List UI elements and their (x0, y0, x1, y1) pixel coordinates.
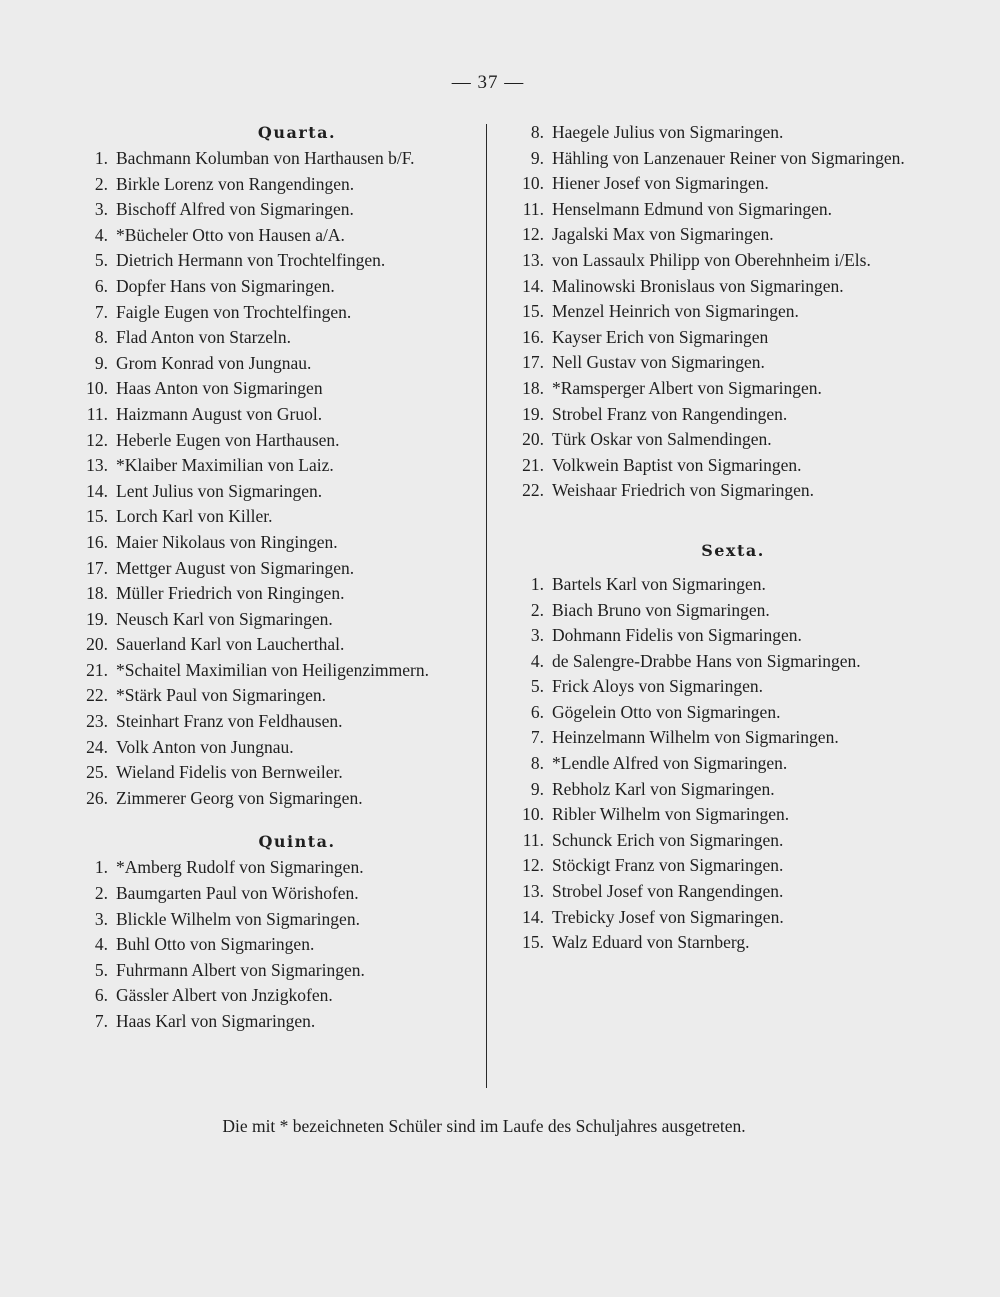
list-item (74, 607, 474, 633)
entry-number: 8. (94, 327, 108, 348)
list-item (74, 146, 474, 172)
entry-number: 6. (530, 701, 544, 722)
list-item (510, 197, 910, 223)
entry-name: Faigle Eugen von Trochtelfingen. (116, 301, 352, 322)
entry-name: Haas Karl von Sigmaringen. (116, 1011, 316, 1031)
entry-name: *Stärk Paul von Sigmaringen. (116, 685, 326, 706)
entry-name: Kayser Erich von Sigmaringen (552, 326, 769, 347)
list-item (510, 751, 910, 777)
entry-number: 5. (94, 959, 108, 980)
entry-number: 11. (522, 829, 544, 850)
list-item (74, 983, 474, 1009)
entry-name: Stöckigt Franz von Sigmaringen. (552, 855, 784, 876)
entry-name: Steinhart Franz von Feldhausen. (116, 711, 343, 732)
entry-number: 4. (94, 934, 108, 955)
entry-name: Menzel Heinrich von Sigmaringen. (552, 301, 799, 322)
entry-number: 2. (94, 173, 108, 194)
list-item (510, 930, 910, 956)
list-item (510, 649, 910, 675)
list-item (510, 828, 910, 854)
entry-number: 22. (522, 480, 544, 501)
list-item (74, 453, 474, 479)
entry-number: 17. (522, 352, 544, 373)
entry-name: Rebholz Karl von Sigmaringen. (552, 778, 775, 799)
entry-number: 8. (530, 122, 544, 142)
footnote: Die mit * bezeichneten Schüler sind im Laufe des Schuljahres ausgetreten. (222, 1116, 746, 1136)
entry-number: 15. (86, 506, 108, 527)
entry-number: 11. (86, 403, 108, 424)
list-item (74, 709, 474, 735)
list-item (74, 881, 474, 907)
entry-number: 26. (86, 787, 108, 808)
entry-name: Strobel Franz von Rangendingen. (552, 403, 788, 424)
entry-name: Buhl Otto von Sigmaringen. (116, 934, 315, 955)
entry-number: 25. (86, 762, 108, 783)
list-item (510, 623, 910, 649)
entry-name: Volk Anton von Jungnau. (116, 736, 294, 757)
list-item (510, 120, 910, 146)
entry-number: 14. (86, 480, 108, 501)
quinta-heading: Quinta. (258, 832, 336, 852)
entry-name: Weishaar Friedrich von Sigmaringen. (552, 480, 814, 501)
list-item (510, 146, 910, 172)
entry-name: Neusch Karl von Sigmaringen. (116, 608, 333, 629)
list-item (510, 274, 910, 300)
entry-number: 20. (86, 634, 108, 655)
entry-name: Blickle Wilhelm von Sigmaringen. (116, 908, 360, 929)
list-item (74, 760, 474, 786)
quarta-heading: Quarta. (257, 123, 337, 142)
list-item (510, 853, 910, 879)
entry-number: 10. (522, 173, 544, 194)
list-item (74, 223, 474, 249)
entry-name: Lent Julius von Sigmaringen. (116, 480, 323, 501)
list-item (510, 376, 910, 402)
entry-number: 3. (94, 908, 108, 929)
entry-number: 20. (522, 429, 544, 450)
entry-number: 1. (530, 573, 544, 594)
list-item (510, 248, 910, 274)
entry-name: Dohmann Fidelis von Sigmaringen. (552, 625, 802, 646)
entry-number: 8. (530, 753, 544, 774)
left-column (74, 120, 474, 1035)
entry-number: 18. (522, 377, 544, 398)
list-item (74, 958, 474, 984)
page-number: — 37 — (451, 72, 525, 93)
entry-name: Lorch Karl von Killer. (116, 506, 273, 527)
entry-number: 6. (94, 985, 108, 1006)
list-item (510, 402, 910, 428)
entry-name: Maier Nikolaus von Ringingen. (116, 531, 338, 552)
entry-name: Trebicky Josef von Sigmaringen. (552, 906, 784, 927)
section-gap (510, 564, 910, 572)
entry-number: 13. (86, 455, 108, 476)
entry-name: *Amberg Rudolf von Sigmaringen. (116, 857, 364, 878)
list-item (74, 683, 474, 709)
entry-number: 6. (94, 275, 108, 296)
entry-number: 21. (86, 659, 108, 680)
entry-name: Wieland Fidelis von Bernweiler. (116, 762, 343, 783)
entry-name: Zimmerer Georg von Sigmaringen. (116, 787, 363, 808)
entry-name: Haizmann August von Gruol. (116, 403, 323, 424)
entry-number: 7. (94, 301, 108, 322)
list-item (74, 632, 474, 658)
entry-number: 12. (86, 429, 108, 450)
list-item (74, 735, 474, 761)
entry-name: Frick Aloys von Sigmaringen. (552, 676, 763, 697)
entry-number: 1. (94, 148, 108, 168)
list-item (510, 453, 910, 479)
quarta-list (74, 146, 474, 811)
entry-name: *Schaitel Maximilian von Heiligenzimmern. (116, 659, 429, 680)
list-item (510, 879, 910, 905)
entry-name: Henselmann Edmund von Sigmaringen. (552, 198, 832, 219)
entry-name: Bachmann Kolumban von Harthausen b/F. (116, 148, 415, 168)
entry-name: Türk Oskar von Salmendingen. (552, 429, 772, 450)
list-item (74, 248, 474, 274)
entry-name: Birkle Lorenz von Rangendingen. (116, 173, 355, 194)
entry-number: 3. (530, 625, 544, 646)
entry-number: 15. (522, 932, 544, 953)
entry-name: Grom Konrad von Jungnau. (116, 352, 312, 373)
list-item (74, 907, 474, 933)
entry-number: 21. (522, 454, 544, 475)
entry-number: 4. (530, 650, 544, 671)
list-item (74, 479, 474, 505)
entry-name: Flad Anton von Starzeln. (116, 327, 291, 348)
list-item (74, 581, 474, 607)
entry-name: Haas Anton von Sigmaringen (116, 378, 323, 399)
entry-number: 23. (86, 711, 108, 732)
entry-number: 10. (522, 804, 544, 825)
entry-number: 12. (522, 224, 544, 245)
entry-number: 13. (522, 881, 544, 902)
list-item (74, 376, 474, 402)
entry-name: Hiener Josef von Sigmaringen. (552, 173, 769, 194)
list-item (74, 172, 474, 198)
list-item (74, 1009, 474, 1035)
list-item (510, 171, 910, 197)
entry-name: Gögelein Otto von Sigmaringen. (552, 701, 781, 722)
entry-name: Schunck Erich von Sigmaringen. (552, 829, 784, 850)
entry-number: 9. (530, 778, 544, 799)
entry-number: 2. (94, 883, 108, 904)
list-item (510, 222, 910, 248)
entry-number: 13. (522, 249, 544, 270)
list-item (510, 598, 910, 624)
entry-name: Haegele Julius von Sigmaringen. (552, 122, 784, 142)
entry-name: Ribler Wilhelm von Sigmaringen. (552, 804, 790, 825)
quinta-list-part-two (510, 120, 910, 504)
entry-name: Bischoff Alfred von Sigmaringen. (116, 199, 354, 220)
list-item (74, 428, 474, 454)
sexta-heading: Sexta. (701, 540, 765, 560)
list-item (510, 905, 910, 931)
entry-name: *Ramsperger Albert von Sigmaringen. (552, 377, 822, 398)
entry-name: de Salengre-Drabbe Hans von Sigmaringen. (552, 650, 861, 671)
entry-name: Jagalski Max von Sigmaringen. (552, 224, 774, 245)
list-item (510, 325, 910, 351)
entry-name: Müller Friedrich von Ringingen. (116, 583, 345, 604)
entry-name: Volkwein Baptist von Sigmaringen. (552, 454, 802, 475)
entry-name: Walz Eduard von Starnberg. (552, 932, 750, 953)
sexta-list (510, 572, 910, 956)
list-item (74, 932, 474, 958)
entry-number: 24. (86, 736, 108, 757)
list-item (510, 572, 910, 598)
entry-number: 14. (522, 906, 544, 927)
entry-number: 14. (522, 275, 544, 296)
entry-name: *Lendle Alfred von Sigmaringen. (552, 753, 788, 774)
list-item (74, 402, 474, 428)
entry-number: 16. (522, 326, 544, 347)
entry-number: 2. (530, 599, 544, 620)
list-item (74, 325, 474, 351)
entry-name: Baumgarten Paul von Wörishofen. (116, 883, 359, 904)
list-item (510, 700, 910, 726)
list-item (74, 658, 474, 684)
entry-name: Malinowski Bronislaus von Sigmaringen. (552, 275, 844, 296)
entry-number: 7. (94, 1011, 108, 1031)
entry-name: Fuhrmann Albert von Sigmaringen. (116, 959, 365, 980)
entry-name: Hähling von Lanzenauer Reiner von Sigmaringen. (552, 147, 905, 168)
entry-number: 18. (86, 583, 108, 604)
section-gap (74, 811, 474, 829)
entry-name: Dietrich Hermann von Trochtelfingen. (116, 250, 386, 271)
list-item (74, 197, 474, 223)
list-item (510, 674, 910, 700)
list-item (510, 299, 910, 325)
entry-number: 7. (530, 727, 544, 748)
entry-name: Dopfer Hans von Sigmaringen. (116, 275, 335, 296)
list-item (510, 777, 910, 803)
entry-number: 5. (94, 250, 108, 271)
entry-number: 19. (522, 403, 544, 424)
list-item (74, 351, 474, 377)
entry-name: Strobel Josef von Rangendingen. (552, 881, 784, 902)
quinta-list-part-one (74, 855, 474, 1034)
entry-name: Gässler Albert von Jnzigkofen. (116, 985, 333, 1006)
entry-name: Heberle Eugen von Harthausen. (116, 429, 340, 450)
right-column (510, 120, 910, 956)
entry-number: 5. (530, 676, 544, 697)
entry-number: 19. (86, 608, 108, 629)
list-item (74, 855, 474, 881)
list-item (74, 504, 474, 530)
entry-name: Mettger August von Sigmaringen. (116, 557, 355, 578)
entry-number: 4. (94, 224, 108, 245)
list-item (510, 350, 910, 376)
entry-number: 3. (94, 199, 108, 220)
entry-number: 1. (94, 857, 108, 878)
list-item (74, 274, 474, 300)
list-item (510, 802, 910, 828)
entry-name: *Klaiber Maximilian von Laiz. (116, 455, 334, 476)
list-item (510, 478, 910, 504)
entry-number: 12. (522, 855, 544, 876)
list-item (74, 530, 474, 556)
entry-name: Bartels Karl von Sigmaringen. (552, 573, 766, 594)
list-item (74, 300, 474, 326)
section-gap (510, 504, 910, 538)
entry-number: 11. (522, 198, 544, 219)
entry-name: *Bücheler Otto von Hausen a/A. (116, 224, 345, 245)
entry-name: Sauerland Karl von Laucherthal. (116, 634, 345, 655)
column-divider (486, 124, 487, 1088)
entry-number: 15. (522, 301, 544, 322)
entry-number: 16. (86, 531, 108, 552)
entry-name: Biach Bruno von Sigmaringen. (552, 599, 770, 620)
entry-number: 9. (530, 147, 544, 168)
entry-number: 9. (94, 352, 108, 373)
list-item (510, 427, 910, 453)
list-item (74, 556, 474, 582)
entry-name: von Lassaulx Philipp von Oberehnheim i/Els. (552, 249, 871, 270)
list-item (74, 786, 474, 812)
list-item (510, 725, 910, 751)
entry-number: 10. (86, 378, 108, 399)
entry-name: Nell Gustav von Sigmaringen. (552, 352, 765, 373)
entry-name: Heinzelmann Wilhelm von Sigmaringen. (552, 727, 839, 748)
entry-number: 17. (86, 557, 108, 578)
entry-number: 22. (86, 685, 108, 706)
